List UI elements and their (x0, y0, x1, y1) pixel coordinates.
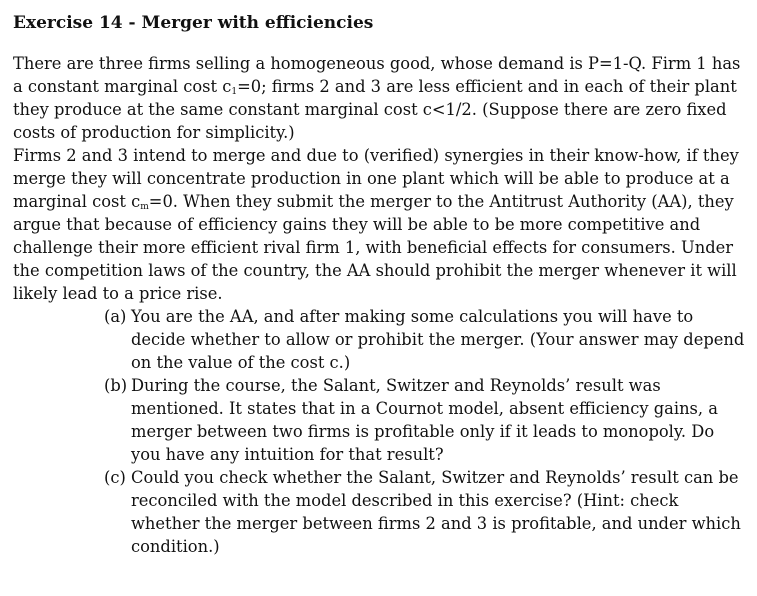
para2-text-start: Firms 2 and 3 intend to merge and due to (verified) synergies in their know-how, if they merge they will concentrate production in one plant which will be able to produce at a marginal cost c (13, 146, 739, 211)
question-c-letter: (c) (104, 468, 126, 487)
cost-subscript-1: 1 (231, 87, 238, 97)
cost-subscript-m: m (140, 202, 149, 212)
para2-text-end: =0. When they submit the merger to the Antitrust Authority (AA), they argue that because of efficiency gains they will be able to be more competitive and challenge their more efficient rival firm 1, with beneficial effects for consumers. Under the competition laws of the country, the AA should prohibit the merger whenever it will likely lead to a price rise. (13, 192, 737, 303)
question-a (104, 305, 745, 374)
question-b-letter: (b) (104, 376, 128, 395)
question-a-text: You are the AA, and after making some calculations you will have to decide whether to allow or prohibit the merger. (Your answer may depend on the value of the cost c.) (131, 307, 745, 372)
para1-text-start: There are three firms selling a homogeneous good, whose demand is P=1-Q. Firm 1 has a constant marginal cost c (13, 54, 741, 96)
question-b-text: During the course, the Salant, Switzer and Reynolds’ result was mentioned. It states that in a Cournot model, absent efficiency gains, a merger between two firms is profitable only if it leads to monopoly. Do you have any intuition for that result? (131, 376, 718, 464)
question-c-text: Could you check whether the Salant, Switzer and Reynolds’ result can be reconciled with the model described in this exercise? (Hint: check whether the merger between firms 2 and 3 is profitable, and under which condition.) (131, 468, 741, 556)
para1-text-end: =0; firms 2 and 3 are less efficient and in each of their plant they produce at the same constant marginal cost c<1/2. (Suppose there are zero fixed costs of production for simplicity.) (13, 77, 737, 142)
problem-statement-paragraph (13, 52, 745, 144)
question-c (104, 466, 745, 558)
question-list (13, 305, 745, 558)
exercise-title: Exercise 14 - Merger with efficiencies (13, 13, 374, 33)
question-a-letter: (a) (104, 307, 127, 326)
merger-description-paragraph (13, 144, 745, 305)
question-b (104, 374, 745, 466)
